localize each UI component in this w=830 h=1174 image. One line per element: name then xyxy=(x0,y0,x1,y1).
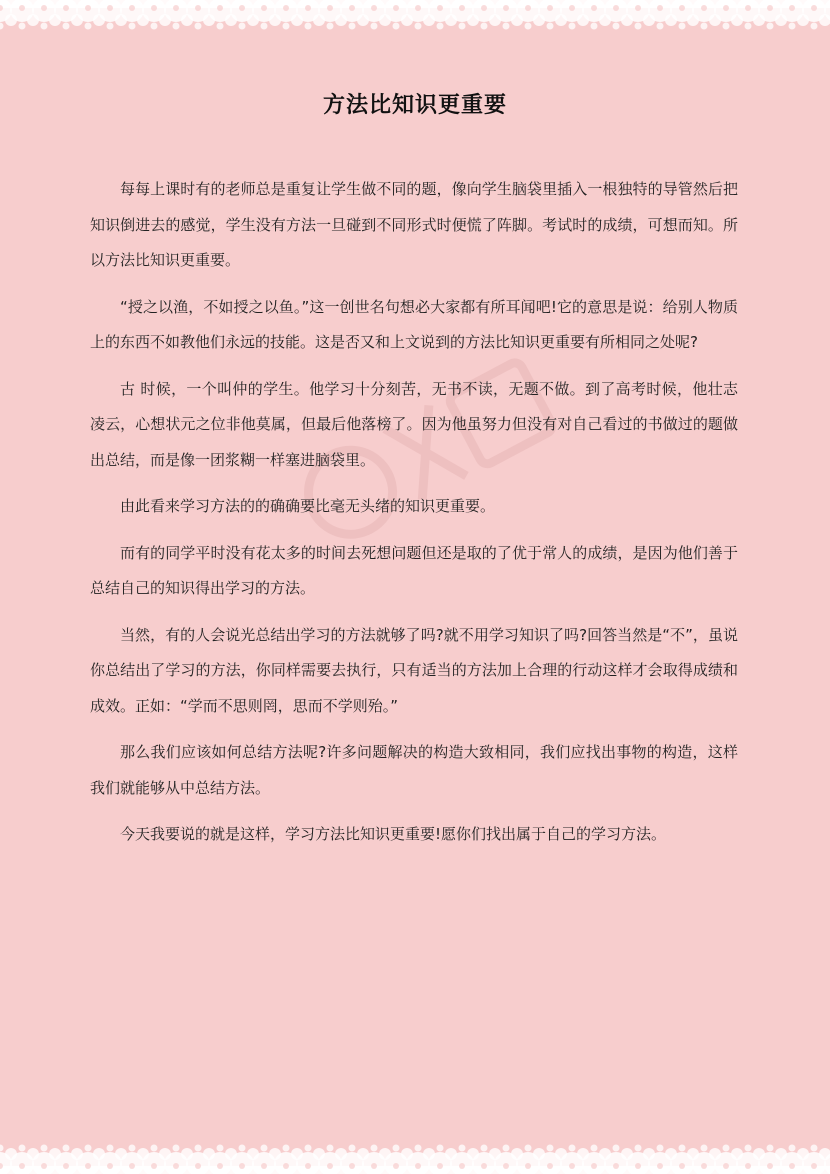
document-body xyxy=(90,172,738,864)
paragraph: 古 时候，一个叫仲的学生。他学习十分刻苦，无书不读，无题不做。到了高考时候，他壮志凌云，心想状元之位非他莫属，但最后他落榜了。因为他虽努力但没有对自己看过的书做过的题做出总结，而是像一团浆糊一样塞进脑袋里。 xyxy=(90,379,738,469)
lace-border-top-icon xyxy=(0,0,830,42)
paragraph: 那么我们应该如何总结方法呢?许多问题解决的构造大致相同，我们应找出事物的构造，这样我们就能够从中总结方法。 xyxy=(90,743,738,797)
page-title: 方法比知识更重要 xyxy=(322,93,507,118)
paragraph: 当然，有的人会说光总结出学习的方法就够了吗?就不用学习知识了吗?回答当然是“不”，虽说你总结出了学习的方法，你同样需要去执行，只有适当的方法加上合理的行动这样才会取得成绩和成效。正如：“学而不思则罔，思而不学则殆。” xyxy=(90,625,738,715)
paragraph: 由此看来学习方法的的确确要比毫无头绪的知识更重要。 xyxy=(120,497,496,515)
paragraph: “授之以渔，不如授之以鱼。”这一创世名句想必大家都有所耳闻吧!它的意思是说：给别人物质上的东西不如教他们永远的技能。这是否又和上文说到的方法比知识更重要有所相同之处呢? xyxy=(90,297,738,351)
paragraph: 而有的同学平时没有花太多的时间去死想问题但还是取的了优于常人的成绩，是因为他们善于总结自己的知识得出学习的方法。 xyxy=(90,543,738,597)
paragraph: 今天我要说的就是这样，学习方法比知识更重要!愿你们找出属于自己的学习方法。 xyxy=(120,825,667,843)
paragraph: 每每上课时有的老师总是重复让学生做不同的题，像向学生脑袋里插入一根独特的导管然后把知识倒进去的感觉，学生没有方法一旦碰到不同形式时便慌了阵脚。考试时的成绩，可想而知。所以方法比知识更重要。 xyxy=(90,180,738,269)
lace-border-bottom-icon xyxy=(0,1120,830,1174)
